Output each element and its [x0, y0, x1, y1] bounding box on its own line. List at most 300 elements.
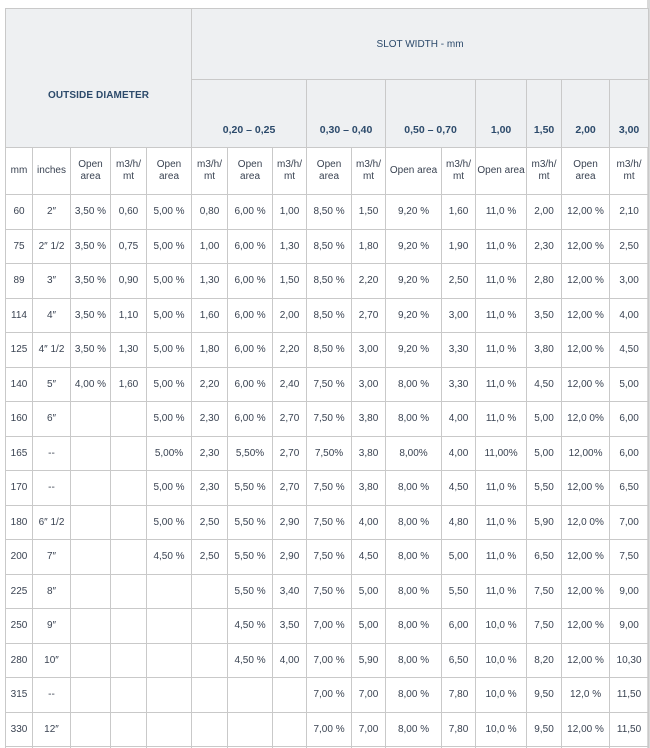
table-cell: 250: [6, 609, 33, 644]
table-cell: 11,0 %: [476, 574, 527, 609]
table-cell: 3,50 %: [71, 195, 111, 230]
table-cell: 12,0 0%: [562, 505, 610, 540]
table-cell: 9,20 %: [386, 195, 442, 230]
table-cell: 6,00 %: [228, 195, 273, 230]
table-cell: 60: [6, 195, 33, 230]
range-header: 2,00: [562, 80, 610, 148]
table-row: [6, 298, 649, 333]
range-header: 1,00: [476, 80, 527, 148]
range-header: 0,20 – 0,25: [192, 80, 307, 148]
table-cell: 9,20 %: [386, 333, 442, 368]
table-cell: 315: [6, 678, 33, 713]
table-cell: 4″: [33, 298, 71, 333]
table-cell: 5,00 %: [147, 505, 192, 540]
table-cell: [273, 678, 307, 713]
table-cell: [147, 609, 192, 644]
table-cell: [111, 505, 147, 540]
table-cell: [71, 471, 111, 506]
table-cell: 12,00 %: [562, 367, 610, 402]
table-cell: 3,30: [442, 333, 476, 368]
column-header: m3/h/ mt: [192, 148, 228, 195]
table-cell: [71, 505, 111, 540]
table-cell: 1,30: [192, 264, 228, 299]
table-cell: [71, 609, 111, 644]
table-cell: 3″: [33, 264, 71, 299]
table-cell: 2″ 1/2: [33, 229, 71, 264]
table-cell: [111, 471, 147, 506]
table-cell: 5,00: [442, 540, 476, 575]
table-cell: 3,50: [273, 609, 307, 644]
column-header: inches: [33, 148, 71, 195]
table-cell: 5,00: [352, 574, 386, 609]
table-cell: 11,0 %: [476, 540, 527, 575]
table-cell: 6,50: [442, 643, 476, 678]
table-cell: 12,00%: [562, 436, 610, 471]
table-cell: 7,50%: [307, 436, 352, 471]
table-cell: 2,30: [527, 229, 562, 264]
table-row: [6, 436, 649, 471]
table-cell: 12,00 %: [562, 298, 610, 333]
table-cell: 4,50 %: [147, 540, 192, 575]
table-cell: 11,0 %: [476, 264, 527, 299]
table-cell: 1,00: [273, 195, 307, 230]
table-cell: 8,00 %: [386, 609, 442, 644]
table-cell: 1,10: [111, 298, 147, 333]
table-cell: 3,80: [352, 436, 386, 471]
table-cell: 9,50: [527, 712, 562, 747]
table-cell: 9,20 %: [386, 229, 442, 264]
table-cell: 9,00: [610, 609, 649, 644]
table-cell: 2,70: [273, 471, 307, 506]
table-cell: 8″: [33, 574, 71, 609]
table-cell: 2,20: [273, 333, 307, 368]
table-cell: 75: [6, 229, 33, 264]
table-cell: 2,30: [192, 402, 228, 437]
table-cell: 3,30: [442, 367, 476, 402]
table-cell: 8,00 %: [386, 540, 442, 575]
table-cell: 7,50 %: [307, 471, 352, 506]
table-cell: 7,00: [610, 505, 649, 540]
table-cell: 8,50 %: [307, 333, 352, 368]
table-cell: 2,50: [442, 264, 476, 299]
table-cell: 2,30: [192, 471, 228, 506]
table-cell: [71, 643, 111, 678]
table-cell: 4,50 %: [228, 643, 273, 678]
table-cell: 3,50 %: [71, 229, 111, 264]
table-cell: 12,0 0%: [562, 402, 610, 437]
table-cell: [71, 712, 111, 747]
table-cell: 4,00: [352, 505, 386, 540]
table-cell: 5,90: [527, 505, 562, 540]
table-cell: 5,00: [527, 436, 562, 471]
table-cell: 11,0 %: [476, 229, 527, 264]
table-cell: 2,00: [527, 195, 562, 230]
table-cell: 2,90: [273, 505, 307, 540]
table-cell: 1,80: [352, 229, 386, 264]
table-cell: 5,50: [442, 574, 476, 609]
table-cell: 11,0 %: [476, 402, 527, 437]
table-cell: 0,90: [111, 264, 147, 299]
table-cell: 89: [6, 264, 33, 299]
table-cell: 12,00 %: [562, 712, 610, 747]
table-cell: 0,75: [111, 229, 147, 264]
table-cell: 11,0 %: [476, 471, 527, 506]
table-cell: 3,50 %: [71, 264, 111, 299]
table-cell: 2,90: [273, 540, 307, 575]
table-cell: 2″: [33, 195, 71, 230]
table-cell: 3,00: [352, 333, 386, 368]
table-row: [6, 712, 649, 747]
table-cell: 6,00 %: [228, 264, 273, 299]
table-cell: [147, 712, 192, 747]
table-cell: 4,50: [352, 540, 386, 575]
table-cell: 200: [6, 540, 33, 575]
table-cell: 4,00: [442, 402, 476, 437]
table-cell: [147, 643, 192, 678]
table-cell: 165: [6, 436, 33, 471]
table-cell: 12,00 %: [562, 574, 610, 609]
table-cell: [192, 712, 228, 747]
table-cell: [273, 712, 307, 747]
table-cell: --: [33, 436, 71, 471]
table-row: [6, 367, 649, 402]
table-cell: 114: [6, 298, 33, 333]
table-cell: 12,00 %: [562, 540, 610, 575]
table-row: [6, 264, 649, 299]
table-cell: [111, 574, 147, 609]
table-cell: 1,80: [192, 333, 228, 368]
table-cell: [111, 402, 147, 437]
table-cell: 5,00 %: [147, 264, 192, 299]
table-cell: 5,00 %: [147, 195, 192, 230]
table-cell: 8,00%: [386, 436, 442, 471]
table-cell: 5,50 %: [228, 471, 273, 506]
table-cell: [71, 402, 111, 437]
table-cell: 5,50 %: [228, 505, 273, 540]
table-cell: 1,50: [352, 195, 386, 230]
table-cell: 7,00: [352, 678, 386, 713]
table-cell: 11,0 %: [476, 367, 527, 402]
table-cell: 8,20: [527, 643, 562, 678]
table-cell: [71, 574, 111, 609]
column-header: m3/h/ mt: [610, 148, 649, 195]
range-header: 0,30 – 0,40: [307, 80, 386, 148]
table-cell: [71, 678, 111, 713]
table-cell: 6,50: [527, 540, 562, 575]
table-cell: [192, 678, 228, 713]
column-header: Open area: [386, 148, 442, 195]
outside-diameter-header: [6, 9, 192, 148]
table-cell: 4,50: [527, 367, 562, 402]
table-cell: 5,00 %: [147, 367, 192, 402]
table-cell: 7,50: [527, 574, 562, 609]
table-cell: 5,00 %: [147, 402, 192, 437]
table-cell: 1,60: [111, 367, 147, 402]
table-row: [6, 333, 649, 368]
table-row: [6, 609, 649, 644]
table-cell: 2,70: [273, 436, 307, 471]
table-cell: 6,00: [610, 436, 649, 471]
range-header: 1,50: [527, 80, 562, 148]
table-cell: 4,50: [610, 333, 649, 368]
table-cell: 3,50 %: [71, 333, 111, 368]
table-cell: 6,50: [610, 471, 649, 506]
table-cell: 11,50: [610, 678, 649, 713]
table-cell: 3,80: [527, 333, 562, 368]
table-cell: [228, 712, 273, 747]
table-cell: 180: [6, 505, 33, 540]
table-cell: 3,50: [527, 298, 562, 333]
range-header: 0,50 – 0,70: [386, 80, 476, 148]
table-cell: 8,50 %: [307, 229, 352, 264]
table-cell: 7,00 %: [307, 609, 352, 644]
table-cell: 10,0 %: [476, 712, 527, 747]
table-cell: 5,90: [352, 643, 386, 678]
table-cell: 2,70: [352, 298, 386, 333]
table-cell: 7,00 %: [307, 678, 352, 713]
column-header: m3/h/ mt: [527, 148, 562, 195]
table-row: [6, 195, 649, 230]
table-cell: 9,20 %: [386, 298, 442, 333]
table-cell: [111, 609, 147, 644]
table-cell: [71, 436, 111, 471]
table-cell: 1,90: [442, 229, 476, 264]
table-cell: 11,00%: [476, 436, 527, 471]
table-cell: 9″: [33, 609, 71, 644]
table-row: [6, 229, 649, 264]
table-cell: 6,00 %: [228, 367, 273, 402]
table-cell: 9,20 %: [386, 264, 442, 299]
column-header: Open area: [307, 148, 352, 195]
slot-width-header: SLOT WIDTH - mm: [192, 9, 649, 80]
table-cell: 280: [6, 643, 33, 678]
table-cell: 5,00%: [147, 436, 192, 471]
table-cell: 6″: [33, 402, 71, 437]
table-cell: 5,00: [527, 402, 562, 437]
table-cell: 4,00: [442, 436, 476, 471]
table-cell: 330: [6, 712, 33, 747]
table-cell: 4,00: [273, 643, 307, 678]
column-header: m3/h/ mt: [273, 148, 307, 195]
table-cell: 1,00: [192, 229, 228, 264]
table-cell: 2,50: [192, 540, 228, 575]
table-cell: 12,00 %: [562, 264, 610, 299]
table-cell: 5,00 %: [147, 333, 192, 368]
table-cell: [111, 643, 147, 678]
table-cell: 5,00 %: [147, 471, 192, 506]
table-cell: 2,50: [192, 505, 228, 540]
table-cell: 7″: [33, 540, 71, 575]
table-cell: 5,50 %: [228, 540, 273, 575]
table-cell: 5,00: [352, 609, 386, 644]
table-cell: 4,50: [442, 471, 476, 506]
table-cell: 4,80: [442, 505, 476, 540]
table-cell: 12,00 %: [562, 643, 610, 678]
table-cell: 1,60: [442, 195, 476, 230]
table-cell: 140: [6, 367, 33, 402]
table-cell: 3,40: [273, 574, 307, 609]
table-cell: 12″: [33, 712, 71, 747]
column-header: m3/h/ mt: [111, 148, 147, 195]
table-cell: 3,80: [352, 402, 386, 437]
table-cell: 10,0 %: [476, 643, 527, 678]
table-row: [6, 574, 649, 609]
table-row: [6, 505, 649, 540]
table-cell: --: [33, 678, 71, 713]
table-cell: 5,00 %: [147, 229, 192, 264]
table-cell: --: [33, 471, 71, 506]
table-cell: 5,50 %: [228, 574, 273, 609]
table-cell: 10,0 %: [476, 609, 527, 644]
table-cell: 0,60: [111, 195, 147, 230]
column-header: m3/h/ mt: [352, 148, 386, 195]
table-cell: 3,00: [352, 367, 386, 402]
table-cell: 10,30: [610, 643, 649, 678]
table-cell: 3,80: [352, 471, 386, 506]
table-cell: 6,00: [442, 609, 476, 644]
column-header: Open area: [228, 148, 273, 195]
table-cell: [111, 436, 147, 471]
table-cell: 2,10: [610, 195, 649, 230]
table-row: [6, 678, 649, 713]
table-cell: 12,00 %: [562, 333, 610, 368]
column-header: Open area: [71, 148, 111, 195]
table-cell: [147, 574, 192, 609]
table-cell: 3,00: [610, 264, 649, 299]
table-cell: 10″: [33, 643, 71, 678]
table-cell: 9,00: [610, 574, 649, 609]
table-cell: 5,50%: [228, 436, 273, 471]
subheader-row: [6, 148, 649, 195]
table-cell: 12,00 %: [562, 229, 610, 264]
table-cell: 2,30: [192, 436, 228, 471]
table-cell: 11,0 %: [476, 298, 527, 333]
table-cell: 1,30: [273, 229, 307, 264]
table-row: [6, 471, 649, 506]
table-cell: [111, 540, 147, 575]
table-cell: 2,40: [273, 367, 307, 402]
table-cell: 2,20: [352, 264, 386, 299]
slot-width-table: [5, 8, 649, 748]
table-cell: 12,0 %: [562, 678, 610, 713]
table-cell: 4,50 %: [228, 609, 273, 644]
table-cell: 12,00 %: [562, 471, 610, 506]
outside-diameter-label: OUTSIDE DIAMETER: [47, 89, 150, 101]
table-cell: 12,00 %: [562, 195, 610, 230]
table-cell: 8,50 %: [307, 195, 352, 230]
table-cell: 10,0 %: [476, 678, 527, 713]
table-cell: 7,80: [442, 678, 476, 713]
header-row-1: [6, 9, 649, 80]
table-cell: 7,50 %: [307, 574, 352, 609]
table-cell: 5″: [33, 367, 71, 402]
table-cell: [111, 712, 147, 747]
table-cell: [111, 678, 147, 713]
table-cell: 5,00: [610, 367, 649, 402]
table-cell: 4″ 1/2: [33, 333, 71, 368]
table-cell: 6″ 1/2: [33, 505, 71, 540]
table-cell: 8,00 %: [386, 574, 442, 609]
table-cell: 7,00 %: [307, 712, 352, 747]
table-cell: 2,00: [273, 298, 307, 333]
table-cell: 8,00 %: [386, 471, 442, 506]
table-cell: 4,00: [610, 298, 649, 333]
table-row: [6, 643, 649, 678]
table-cell: 11,0 %: [476, 505, 527, 540]
table-cell: 160: [6, 402, 33, 437]
table-cell: 9,50: [527, 678, 562, 713]
table-cell: 6,00 %: [228, 298, 273, 333]
table-cell: 8,50 %: [307, 264, 352, 299]
table-row: [6, 402, 649, 437]
table-cell: 125: [6, 333, 33, 368]
table-cell: 8,00 %: [386, 402, 442, 437]
table-cell: 6,00 %: [228, 229, 273, 264]
table-cell: 8,00 %: [386, 678, 442, 713]
table-cell: 11,50: [610, 712, 649, 747]
table-cell: 0,80: [192, 195, 228, 230]
table-cell: [71, 540, 111, 575]
range-header: 3,00: [610, 80, 649, 148]
table-cell: 7,00 %: [307, 643, 352, 678]
table-cell: [147, 678, 192, 713]
table-cell: 8,00 %: [386, 367, 442, 402]
table-cell: [192, 574, 228, 609]
top-rule: [0, 0, 650, 6]
table-cell: 8,50 %: [307, 298, 352, 333]
table-cell: 8,00 %: [386, 712, 442, 747]
table-cell: 7,50: [527, 609, 562, 644]
table-cell: 12,00 %: [562, 609, 610, 644]
table-cell: [192, 643, 228, 678]
table-cell: [228, 678, 273, 713]
table-cell: [192, 609, 228, 644]
table-cell: 225: [6, 574, 33, 609]
table-cell: 170: [6, 471, 33, 506]
table-cell: 2,50: [610, 229, 649, 264]
table-cell: 4,00 %: [71, 367, 111, 402]
table-cell: 11,0 %: [476, 333, 527, 368]
table-cell: 7,50 %: [307, 367, 352, 402]
table-cell: 11,0 %: [476, 195, 527, 230]
table-cell: 3,50 %: [71, 298, 111, 333]
table-cell: 7,80: [442, 712, 476, 747]
table-cell: 1,50: [273, 264, 307, 299]
table-cell: 2,80: [527, 264, 562, 299]
table-cell: 8,00 %: [386, 643, 442, 678]
column-header: Open area: [562, 148, 610, 195]
table-cell: 8,00 %: [386, 505, 442, 540]
column-header: Open area: [147, 148, 192, 195]
table-cell: 7,50 %: [307, 505, 352, 540]
table-cell: 7,50 %: [307, 540, 352, 575]
table-cell: 7,50: [610, 540, 649, 575]
table-cell: 6,00 %: [228, 333, 273, 368]
table-cell: 2,20: [192, 367, 228, 402]
table-cell: 7,00: [352, 712, 386, 747]
table-row: [6, 540, 649, 575]
table-cell: 5,50: [527, 471, 562, 506]
column-header: Open area: [476, 148, 527, 195]
column-header: m3/h/ mt: [442, 148, 476, 195]
table-cell: 3,00: [442, 298, 476, 333]
table-cell: 7,50 %: [307, 402, 352, 437]
table-cell: 5,00 %: [147, 298, 192, 333]
column-header: mm: [6, 148, 33, 195]
table-cell: 1,30: [111, 333, 147, 368]
table-cell: 6,00: [610, 402, 649, 437]
table-cell: 6,00 %: [228, 402, 273, 437]
